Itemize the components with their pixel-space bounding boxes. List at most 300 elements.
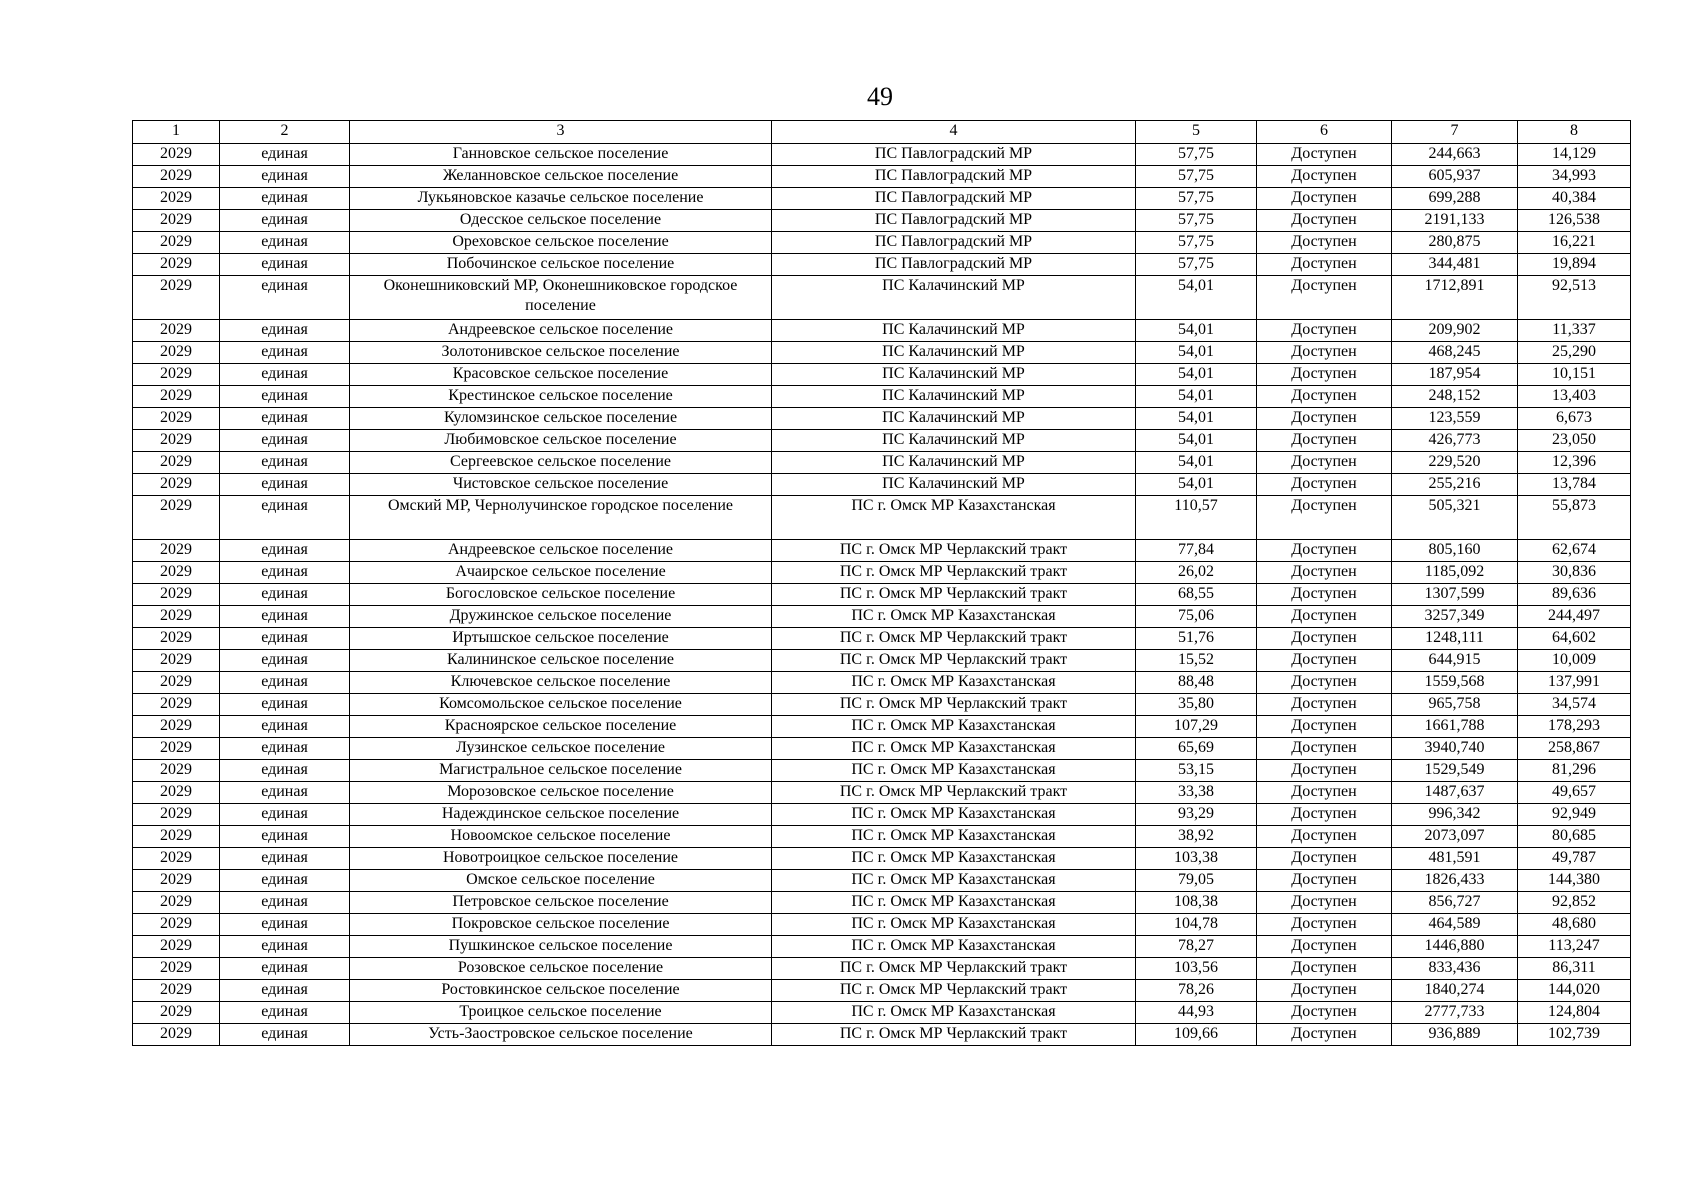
- data-table: [132, 120, 1631, 1046]
- table-cell: 14,129: [1518, 144, 1631, 166]
- table-row: [133, 826, 1631, 848]
- table-cell: ПС г. Омск МР Черлакский тракт: [772, 980, 1136, 1002]
- table-cell: ПС г. Омск МР Казахстанская: [772, 716, 1136, 738]
- table-cell: 44,93: [1136, 1002, 1257, 1024]
- table-cell: ПС г. Омск МР Казахстанская: [772, 606, 1136, 628]
- table-cell: 64,602: [1518, 628, 1631, 650]
- table-cell: единая: [220, 650, 350, 672]
- table-row: [133, 1024, 1631, 1046]
- table-cell: ПС Калачинский МР: [772, 430, 1136, 452]
- table-cell: Доступен: [1257, 386, 1392, 408]
- table-cell: 33,38: [1136, 782, 1257, 804]
- table-cell: 426,773: [1392, 430, 1518, 452]
- table-cell: единая: [220, 760, 350, 782]
- table-cell: ПС Калачинский МР: [772, 320, 1136, 342]
- table-cell: ПС г. Омск МР Казахстанская: [772, 496, 1136, 540]
- table-cell: 2029: [133, 804, 220, 826]
- table-row: [133, 474, 1631, 496]
- table-cell: 1840,274: [1392, 980, 1518, 1002]
- table-cell: 2029: [133, 848, 220, 870]
- table-cell: 54,01: [1136, 364, 1257, 386]
- table-cell: ПС г. Омск МР Казахстанская: [772, 826, 1136, 848]
- table-cell: 77,84: [1136, 540, 1257, 562]
- table-cell: единая: [220, 1024, 350, 1046]
- table-cell: единая: [220, 496, 350, 540]
- table-row: [133, 628, 1631, 650]
- table-cell: 19,894: [1518, 254, 1631, 276]
- table-row: [133, 672, 1631, 694]
- table-cell: 244,663: [1392, 144, 1518, 166]
- table-cell: 54,01: [1136, 452, 1257, 474]
- table-cell: 2029: [133, 936, 220, 958]
- table-row: [133, 958, 1631, 980]
- table-cell: 255,216: [1392, 474, 1518, 496]
- table-cell: единая: [220, 672, 350, 694]
- table-cell: 2029: [133, 562, 220, 584]
- table-cell: 78,26: [1136, 980, 1257, 1002]
- table-row: [133, 650, 1631, 672]
- column-header: 7: [1392, 121, 1518, 144]
- table-cell: 229,520: [1392, 452, 1518, 474]
- table-cell: Доступен: [1257, 716, 1392, 738]
- table-cell: 51,76: [1136, 628, 1257, 650]
- table-cell: единая: [220, 584, 350, 606]
- table-cell: ПС г. Омск МР Черлакский тракт: [772, 782, 1136, 804]
- table-cell: ПС г. Омск МР Черлакский тракт: [772, 1024, 1136, 1046]
- table-row: [133, 254, 1631, 276]
- table-row: [133, 804, 1631, 826]
- table-cell: 3940,740: [1392, 738, 1518, 760]
- table-cell: 699,288: [1392, 188, 1518, 210]
- table-cell: единая: [220, 848, 350, 870]
- table-cell: 104,78: [1136, 914, 1257, 936]
- table-row: [133, 694, 1631, 716]
- table-cell: 126,538: [1518, 210, 1631, 232]
- table-cell: 2029: [133, 166, 220, 188]
- table-cell: Розовское сельское поселение: [350, 958, 772, 980]
- table-cell: 34,574: [1518, 694, 1631, 716]
- table-cell: 113,247: [1518, 936, 1631, 958]
- table-cell: единая: [220, 914, 350, 936]
- table-cell: 2029: [133, 606, 220, 628]
- table-cell: Новотроицкое сельское поселение: [350, 848, 772, 870]
- table-cell: 833,436: [1392, 958, 1518, 980]
- table-cell: 2029: [133, 760, 220, 782]
- table-cell: 2029: [133, 320, 220, 342]
- table-cell: 81,296: [1518, 760, 1631, 782]
- table-cell: Куломзинское сельское поселение: [350, 408, 772, 430]
- table-cell: 2029: [133, 188, 220, 210]
- table-cell: 187,954: [1392, 364, 1518, 386]
- table-cell: 10,151: [1518, 364, 1631, 386]
- table-cell: ПС г. Омск МР Казахстанская: [772, 1002, 1136, 1024]
- table-cell: Доступен: [1257, 782, 1392, 804]
- table-cell: 54,01: [1136, 386, 1257, 408]
- table-cell: 54,01: [1136, 342, 1257, 364]
- table-cell: ПС Павлоградский МР: [772, 188, 1136, 210]
- table-row: [133, 430, 1631, 452]
- table-cell: Доступен: [1257, 276, 1392, 320]
- table-row: [133, 144, 1631, 166]
- table-cell: Лузинское сельское поселение: [350, 738, 772, 760]
- table-cell: ПС Калачинский МР: [772, 342, 1136, 364]
- table-row: [133, 276, 1631, 320]
- table-cell: единая: [220, 188, 350, 210]
- table-cell: Крестинское сельское поселение: [350, 386, 772, 408]
- table-cell: единая: [220, 782, 350, 804]
- table-cell: 54,01: [1136, 320, 1257, 342]
- table-cell: 1559,568: [1392, 672, 1518, 694]
- table-cell: Ореховское сельское поселение: [350, 232, 772, 254]
- table-cell: Надеждинское сельское поселение: [350, 804, 772, 826]
- table-cell: Доступен: [1257, 210, 1392, 232]
- table-row: [133, 760, 1631, 782]
- table-cell: Покровское сельское поселение: [350, 914, 772, 936]
- table-cell: Доступен: [1257, 738, 1392, 760]
- table-cell: единая: [220, 430, 350, 452]
- table-row: [133, 892, 1631, 914]
- table-cell: Доступен: [1257, 342, 1392, 364]
- table-cell: ПС Калачинский МР: [772, 276, 1136, 320]
- table-cell: 464,589: [1392, 914, 1518, 936]
- column-header: 1: [133, 121, 220, 144]
- table-row: [133, 408, 1631, 430]
- table-cell: 57,75: [1136, 166, 1257, 188]
- table-cell: Доступен: [1257, 1002, 1392, 1024]
- table-cell: единая: [220, 562, 350, 584]
- table-cell: единая: [220, 364, 350, 386]
- table-cell: 13,784: [1518, 474, 1631, 496]
- table-cell: Доступен: [1257, 144, 1392, 166]
- table-cell: единая: [220, 870, 350, 892]
- table-cell: 3257,349: [1392, 606, 1518, 628]
- table-cell: 805,160: [1392, 540, 1518, 562]
- table-cell: 2029: [133, 408, 220, 430]
- table-cell: 92,852: [1518, 892, 1631, 914]
- table-cell: 2029: [133, 738, 220, 760]
- table-cell: 2191,133: [1392, 210, 1518, 232]
- table-cell: ПС г. Омск МР Казахстанская: [772, 936, 1136, 958]
- table-cell: Доступен: [1257, 606, 1392, 628]
- table-cell: 2029: [133, 474, 220, 496]
- table-cell: ПС г. Омск МР Черлакский тракт: [772, 540, 1136, 562]
- table-cell: 89,636: [1518, 584, 1631, 606]
- table-cell: Доступен: [1257, 1024, 1392, 1046]
- table-cell: ПС г. Омск МР Черлакский тракт: [772, 584, 1136, 606]
- table-cell: Доступен: [1257, 408, 1392, 430]
- table-cell: 16,221: [1518, 232, 1631, 254]
- table-cell: 103,38: [1136, 848, 1257, 870]
- table-cell: 2029: [133, 430, 220, 452]
- table-cell: Доступен: [1257, 650, 1392, 672]
- table-cell: Оконешниковский МР, Оконешниковское городское поселение: [350, 276, 772, 320]
- table-cell: Доступен: [1257, 254, 1392, 276]
- table-cell: Усть-Заостровское сельское поселение: [350, 1024, 772, 1046]
- table-cell: Морозовское сельское поселение: [350, 782, 772, 804]
- table-cell: 258,867: [1518, 738, 1631, 760]
- table-cell: ПС Калачинский МР: [772, 452, 1136, 474]
- table-cell: 54,01: [1136, 276, 1257, 320]
- table-cell: 2029: [133, 1024, 220, 1046]
- table-cell: 38,92: [1136, 826, 1257, 848]
- table-cell: 605,937: [1392, 166, 1518, 188]
- table-cell: 35,80: [1136, 694, 1257, 716]
- table-cell: ПС Павлоградский МР: [772, 232, 1136, 254]
- table-cell: 2029: [133, 782, 220, 804]
- table-cell: Доступен: [1257, 452, 1392, 474]
- table-cell: 103,56: [1136, 958, 1257, 980]
- table-cell: 57,75: [1136, 254, 1257, 276]
- table-cell: 2029: [133, 386, 220, 408]
- table-cell: 124,804: [1518, 1002, 1631, 1024]
- table-cell: 49,787: [1518, 848, 1631, 870]
- table-cell: 109,66: [1136, 1024, 1257, 1046]
- table-cell: ПС г. Омск МР Черлакский тракт: [772, 562, 1136, 584]
- table-cell: 57,75: [1136, 210, 1257, 232]
- table-cell: единая: [220, 474, 350, 496]
- table-cell: Богословское сельское поселение: [350, 584, 772, 606]
- table-cell: Ачаирское сельское поселение: [350, 562, 772, 584]
- table-cell: Золотонивское сельское поселение: [350, 342, 772, 364]
- header-row: [133, 121, 1631, 144]
- table-cell: единая: [220, 254, 350, 276]
- table-cell: ПС Павлоградский МР: [772, 210, 1136, 232]
- table-cell: Ганновское сельское поселение: [350, 144, 772, 166]
- table-cell: Доступен: [1257, 892, 1392, 914]
- table-cell: 244,497: [1518, 606, 1631, 628]
- table-cell: Дружинское сельское поселение: [350, 606, 772, 628]
- table-row: [133, 496, 1631, 540]
- table-cell: Комсомольское сельское поселение: [350, 694, 772, 716]
- table-cell: Доступен: [1257, 320, 1392, 342]
- table-cell: 2029: [133, 980, 220, 1002]
- table-cell: 2073,097: [1392, 826, 1518, 848]
- table-cell: Побочинское сельское поселение: [350, 254, 772, 276]
- table-cell: единая: [220, 958, 350, 980]
- table-cell: единая: [220, 210, 350, 232]
- table-cell: Доступен: [1257, 672, 1392, 694]
- table-cell: 280,875: [1392, 232, 1518, 254]
- table-row: [133, 540, 1631, 562]
- table-row: [133, 848, 1631, 870]
- table-row: [133, 232, 1631, 254]
- table-cell: 248,152: [1392, 386, 1518, 408]
- table-cell: 2029: [133, 496, 220, 540]
- table-cell: Желанновское сельское поселение: [350, 166, 772, 188]
- table-cell: 54,01: [1136, 408, 1257, 430]
- column-header: 8: [1518, 121, 1631, 144]
- table-cell: ПС г. Омск МР Казахстанская: [772, 760, 1136, 782]
- table-row: [133, 782, 1631, 804]
- column-header: 5: [1136, 121, 1257, 144]
- table-cell: 996,342: [1392, 804, 1518, 826]
- table-cell: 1307,599: [1392, 584, 1518, 606]
- table-cell: 86,311: [1518, 958, 1631, 980]
- table-cell: единая: [220, 628, 350, 650]
- column-header: 4: [772, 121, 1136, 144]
- table-cell: Доступен: [1257, 232, 1392, 254]
- table-row: [133, 364, 1631, 386]
- table-cell: Доступен: [1257, 430, 1392, 452]
- table-row: [133, 342, 1631, 364]
- table-cell: 965,758: [1392, 694, 1518, 716]
- table-cell: Доступен: [1257, 914, 1392, 936]
- table-cell: 2029: [133, 584, 220, 606]
- table-cell: 30,836: [1518, 562, 1631, 584]
- table-cell: Доступен: [1257, 584, 1392, 606]
- table-cell: 40,384: [1518, 188, 1631, 210]
- table-cell: 209,902: [1392, 320, 1518, 342]
- table-cell: ПС г. Омск МР Казахстанская: [772, 738, 1136, 760]
- table-cell: 92,949: [1518, 804, 1631, 826]
- table-cell: ПС г. Омск МР Черлакский тракт: [772, 694, 1136, 716]
- table-cell: Любимовское сельское поселение: [350, 430, 772, 452]
- table-cell: Доступен: [1257, 760, 1392, 782]
- table-cell: единая: [220, 320, 350, 342]
- table-cell: единая: [220, 804, 350, 826]
- table-cell: 2029: [133, 628, 220, 650]
- table-cell: 1826,433: [1392, 870, 1518, 892]
- table-cell: 34,993: [1518, 166, 1631, 188]
- table-cell: Красовское сельское поселение: [350, 364, 772, 386]
- table-cell: 468,245: [1392, 342, 1518, 364]
- table-row: [133, 562, 1631, 584]
- table-cell: 23,050: [1518, 430, 1631, 452]
- table-cell: Доступен: [1257, 694, 1392, 716]
- table-cell: Доступен: [1257, 474, 1392, 496]
- table-cell: Доступен: [1257, 364, 1392, 386]
- table-cell: 144,020: [1518, 980, 1631, 1002]
- table-row: [133, 166, 1631, 188]
- table-cell: 54,01: [1136, 474, 1257, 496]
- table-row: [133, 584, 1631, 606]
- table-cell: 2029: [133, 1002, 220, 1024]
- table-cell: Омское сельское поселение: [350, 870, 772, 892]
- table-cell: Магистральное сельское поселение: [350, 760, 772, 782]
- table-cell: ПС г. Омск МР Казахстанская: [772, 914, 1136, 936]
- table-cell: единая: [220, 232, 350, 254]
- table-cell: 2029: [133, 254, 220, 276]
- table-cell: единая: [220, 738, 350, 760]
- page-number: 49: [867, 82, 893, 111]
- table-cell: 856,727: [1392, 892, 1518, 914]
- table-cell: 48,680: [1518, 914, 1631, 936]
- table-cell: 2029: [133, 452, 220, 474]
- table-cell: 13,403: [1518, 386, 1631, 408]
- table-cell: 54,01: [1136, 430, 1257, 452]
- table-cell: 65,69: [1136, 738, 1257, 760]
- table-row: [133, 320, 1631, 342]
- table-cell: 137,991: [1518, 672, 1631, 694]
- table-cell: единая: [220, 452, 350, 474]
- table-cell: 1487,637: [1392, 782, 1518, 804]
- table-row: [133, 606, 1631, 628]
- table-cell: единая: [220, 276, 350, 320]
- table-cell: 2029: [133, 276, 220, 320]
- table-cell: Андреевское сельское поселение: [350, 320, 772, 342]
- table-cell: 178,293: [1518, 716, 1631, 738]
- table-cell: 57,75: [1136, 144, 1257, 166]
- table-cell: 2029: [133, 826, 220, 848]
- table-cell: 57,75: [1136, 188, 1257, 210]
- table-cell: 26,02: [1136, 562, 1257, 584]
- table-cell: ПС Павлоградский МР: [772, 166, 1136, 188]
- table-cell: 2029: [133, 144, 220, 166]
- table-cell: единая: [220, 408, 350, 430]
- table-cell: Красноярское сельское поселение: [350, 716, 772, 738]
- table-cell: Петровское сельское поселение: [350, 892, 772, 914]
- table-cell: 75,06: [1136, 606, 1257, 628]
- table-cell: 12,396: [1518, 452, 1631, 474]
- table-row: [133, 386, 1631, 408]
- table-cell: Доступен: [1257, 936, 1392, 958]
- table-cell: единая: [220, 342, 350, 364]
- table-cell: Троицкое сельское поселение: [350, 1002, 772, 1024]
- table-cell: Доступен: [1257, 848, 1392, 870]
- table-cell: 49,657: [1518, 782, 1631, 804]
- table-row: [133, 188, 1631, 210]
- table-cell: единая: [220, 892, 350, 914]
- table-cell: 2029: [133, 210, 220, 232]
- table-cell: Сергеевское сельское поселение: [350, 452, 772, 474]
- table-cell: 2777,733: [1392, 1002, 1518, 1024]
- table-cell: Доступен: [1257, 496, 1392, 540]
- table-cell: Ростовкинское сельское поселение: [350, 980, 772, 1002]
- table-row: [133, 870, 1631, 892]
- table-cell: ПС г. Омск МР Черлакский тракт: [772, 628, 1136, 650]
- table-cell: 2029: [133, 716, 220, 738]
- table-cell: Доступен: [1257, 188, 1392, 210]
- table-cell: Доступен: [1257, 826, 1392, 848]
- table-cell: 2029: [133, 364, 220, 386]
- table-cell: ПС Павлоградский МР: [772, 254, 1136, 276]
- table-row: [133, 210, 1631, 232]
- table-cell: 6,673: [1518, 408, 1631, 430]
- table-cell: 93,29: [1136, 804, 1257, 826]
- table-cell: Доступен: [1257, 166, 1392, 188]
- table-cell: 10,009: [1518, 650, 1631, 672]
- table-cell: 144,380: [1518, 870, 1631, 892]
- table-cell: 78,27: [1136, 936, 1257, 958]
- table-cell: Одесское сельское поселение: [350, 210, 772, 232]
- table-cell: 2029: [133, 232, 220, 254]
- table-cell: ПС г. Омск МР Казахстанская: [772, 870, 1136, 892]
- table-cell: 79,05: [1136, 870, 1257, 892]
- table-cell: Андреевское сельское поселение: [350, 540, 772, 562]
- table-cell: 11,337: [1518, 320, 1631, 342]
- table-row: [133, 738, 1631, 760]
- table-cell: Доступен: [1257, 804, 1392, 826]
- table-cell: единая: [220, 980, 350, 1002]
- table-cell: 102,739: [1518, 1024, 1631, 1046]
- table-cell: 62,674: [1518, 540, 1631, 562]
- table-cell: Чистовское сельское поселение: [350, 474, 772, 496]
- column-header: 6: [1257, 121, 1392, 144]
- table-cell: ПС г. Омск МР Черлакский тракт: [772, 650, 1136, 672]
- table-cell: Иртышское сельское поселение: [350, 628, 772, 650]
- table-cell: 1712,891: [1392, 276, 1518, 320]
- table-cell: ПС Калачинский МР: [772, 364, 1136, 386]
- table-cell: Новоомское сельское поселение: [350, 826, 772, 848]
- table-cell: Доступен: [1257, 628, 1392, 650]
- table-cell: ПС Калачинский МР: [772, 386, 1136, 408]
- table-cell: ПС Калачинский МР: [772, 474, 1136, 496]
- table-cell: ПС Павлоградский МР: [772, 144, 1136, 166]
- table-cell: Доступен: [1257, 562, 1392, 584]
- table-cell: 2029: [133, 672, 220, 694]
- table-cell: 2029: [133, 540, 220, 562]
- table-cell: Доступен: [1257, 980, 1392, 1002]
